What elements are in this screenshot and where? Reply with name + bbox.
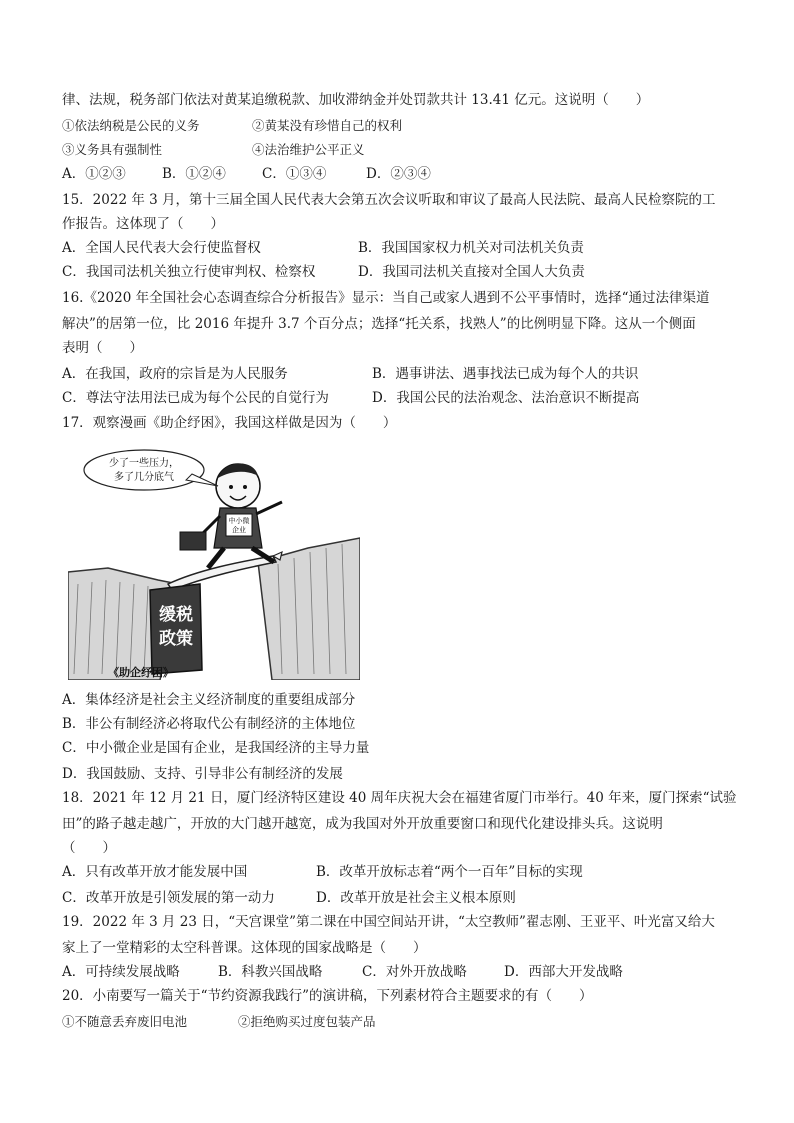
q14-stem-continuation: 律、法规，税务部门依法对黄某追缴税款、加收滞纳金并处罚款共计 13.41 亿元。这说明（ ） [62,92,650,108]
q17-option-a[interactable]: A．集体经济是社会主义经济制度的重要组成部分 [62,692,356,708]
q16-stem-line2: 解决”的居第一位，比 2016 年提升 3.7 个百分点；选择“托关系，找熟人”的比例明显下降。这从一个侧面 [62,316,696,332]
q18-stem-line3: （ ） [62,840,116,856]
bubble-line2: 多了几分底气 [114,472,174,483]
q15-option-b[interactable]: B．我国国家权力机关对司法机关负责 [358,240,584,256]
q14-statement-3: ③义务具有强制性 [62,142,163,157]
q19-option-c[interactable]: C．对外开放战略 [362,964,467,980]
q15-stem-line2: 作报告。这体现了（ ） [62,216,224,232]
q17-option-b[interactable]: B．非公有制经济必将取代公有制经济的主体地位 [62,716,356,732]
q16-option-d[interactable]: D．我国公民的法治观念、法治意识不断提高 [372,390,640,406]
q17-option-d[interactable]: D．我国鼓励、支持、引导非公有制经济的发展 [62,766,343,782]
q18-option-a[interactable]: A．只有改革开放才能发展中国 [62,864,248,880]
q15-stem-line1: 15．2022 年 3 月，第十三届全国人民代表大会第五次会议听取和审议了最高人民法院、最高人民检察院的工 [62,192,716,208]
q14-statement-2: ②黄某没有珍惜自己的权利 [252,118,403,133]
q16-stem-line3: 表明（ ） [62,340,143,356]
q18-option-c[interactable]: C．改革开放是引领发展的第一动力 [62,890,275,906]
q19-stem-line2: 家上了一堂精彩的太空科普课。这体现的国家战略是（ ） [62,940,427,956]
q19-option-d[interactable]: D．西部大开发战略 [504,964,623,980]
q15-option-c[interactable]: C．我国司法机关独立行使审判权、检察权 [62,264,316,280]
q20-stem: 20．小南要写一篇关于“节约资源我践行”的演讲稿，下列素材符合主题要求的有（ ） [62,988,593,1004]
q18-stem-line1: 18．2021 年 12 月 21 日，厦门经济特区建设 40 周年庆祝大会在福建省厦门市举行。40 年来，厦门探索“试验 [62,790,737,806]
q17-stem: 17．观察漫画《助企纾困》，我国这样做是因为（ ） [62,415,397,431]
q19-stem-line1: 19．2022 年 3 月 23 日，“天宫课堂”第二课在中国空间站开讲，“太空教师”翟志刚、王亚平、叶光富又给大 [62,914,715,930]
q16-option-b[interactable]: B．遇事讲法、遇事找法已成为每个人的共识 [372,366,639,382]
q17-option-c[interactable]: C．中小微企业是国有企业，是我国经济的主导力量 [62,740,370,756]
bubble-line1: 少了一些压力， [109,458,179,469]
q14-statement-4: ④法治维护公平正义 [252,142,365,157]
q18-option-d[interactable]: D．改革开放是社会主义根本原则 [316,890,516,906]
badge-line1: 中小微 [228,517,250,525]
badge-line2: 企业 [232,526,246,534]
q19-option-a[interactable]: A．可持续发展战略 [62,964,180,980]
q14-option-c[interactable]: C．①③④ [262,166,327,182]
q14-option-a[interactable]: A．①②③ [62,166,126,182]
q20-statement-1: ①不随意丢弃废旧电池 [62,1014,188,1029]
q15-option-a[interactable]: A．全国人民代表大会行使监督权 [62,240,261,256]
q14-option-d[interactable]: D．②③④ [366,166,431,182]
q16-option-a[interactable]: A．在我国，政府的宗旨是为人民服务 [62,366,288,382]
q14-statement-1: ①依法纳税是公民的义务 [62,118,200,133]
q16-option-c[interactable]: C．尊法守法用法已成为每个公民的自觉行为 [62,390,329,406]
policy-sign-line2: 政策 [159,629,193,649]
q14-option-b[interactable]: B．①②④ [162,166,226,182]
cartoon-image [68,444,360,680]
q20-statement-2: ②拒绝购买过度包装产品 [238,1014,376,1029]
q18-stem-line2: 田”的路子越走越广，开放的大门越开越宽，成为我国对外开放重要窗口和现代化建设排头兵。这说明 [62,816,663,832]
q19-option-b[interactable]: B．科教兴国战略 [218,964,323,980]
cartoon-caption: 《助企纾困》 [108,666,174,679]
q16-stem-line1: 16.《2020 年全国社会心态调查综合分析报告》显示：当自己或家人遇到不公平事情时，选择“通过法律渠道 [62,290,710,306]
policy-sign-line1: 缓税 [159,605,193,625]
q18-option-b[interactable]: B．改革开放标志着“两个一百年”目标的实现 [316,864,583,880]
q15-option-d[interactable]: D．我国司法机关直接对全国人大负责 [358,264,585,280]
